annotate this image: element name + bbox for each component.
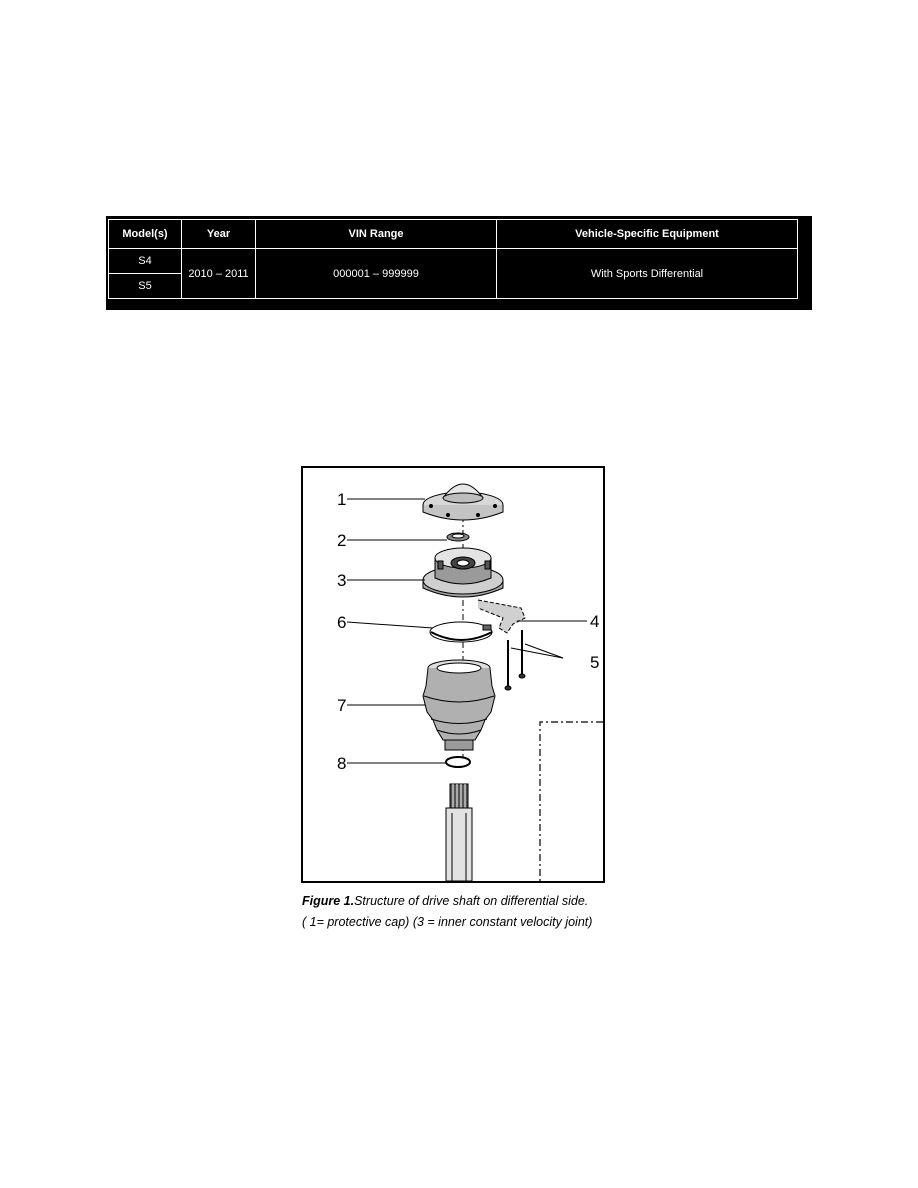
- header-year: Year: [182, 220, 256, 249]
- model-cell-s5: S5: [109, 274, 182, 299]
- callout-2: 2: [337, 531, 347, 550]
- model-cell-s4: S4: [109, 249, 182, 274]
- caption-title: Structure of drive shaft on differential side.: [354, 894, 589, 908]
- protective-cap-part: [423, 484, 503, 520]
- header-equipment: Vehicle-Specific Equipment: [497, 220, 798, 249]
- callout-5: 5: [590, 653, 600, 672]
- equipment-cell: With Sports Differential: [497, 249, 798, 299]
- circlip-part: [447, 533, 469, 541]
- figure-caption: [302, 891, 642, 933]
- caption-line-1: [302, 891, 642, 912]
- clamp-ring-part: [430, 622, 492, 642]
- table-row: [109, 249, 798, 274]
- callout-1: 1: [337, 490, 347, 509]
- drive-shaft-part: [446, 784, 472, 881]
- callout-3: 3: [337, 571, 347, 590]
- vehicle-table-container: [106, 216, 812, 310]
- year-cell: 2010 – 2011: [182, 249, 256, 299]
- shaft-circlip-part: [446, 757, 470, 767]
- header-models: Model(s): [109, 220, 182, 249]
- vin-range-cell: 000001 – 999999: [256, 249, 497, 299]
- caption-note: ( 1= protective cap) (3 = inner constant velocity joint): [302, 915, 593, 929]
- drive-shaft-diagram: [303, 468, 603, 881]
- cv-joint-part: [423, 548, 503, 597]
- callout-6: 6: [337, 613, 347, 632]
- callout-8: 8: [337, 754, 347, 773]
- boot-part: [423, 660, 495, 750]
- vehicle-table: [108, 219, 798, 299]
- bolts-part: [505, 630, 525, 690]
- drive-shaft-figure: [301, 466, 605, 883]
- table-header-row: [109, 220, 798, 249]
- header-vin-range: VIN Range: [256, 220, 497, 249]
- callout-7: 7: [337, 696, 347, 715]
- callout-4: 4: [590, 612, 600, 631]
- caption-label: Figure 1.: [302, 894, 355, 908]
